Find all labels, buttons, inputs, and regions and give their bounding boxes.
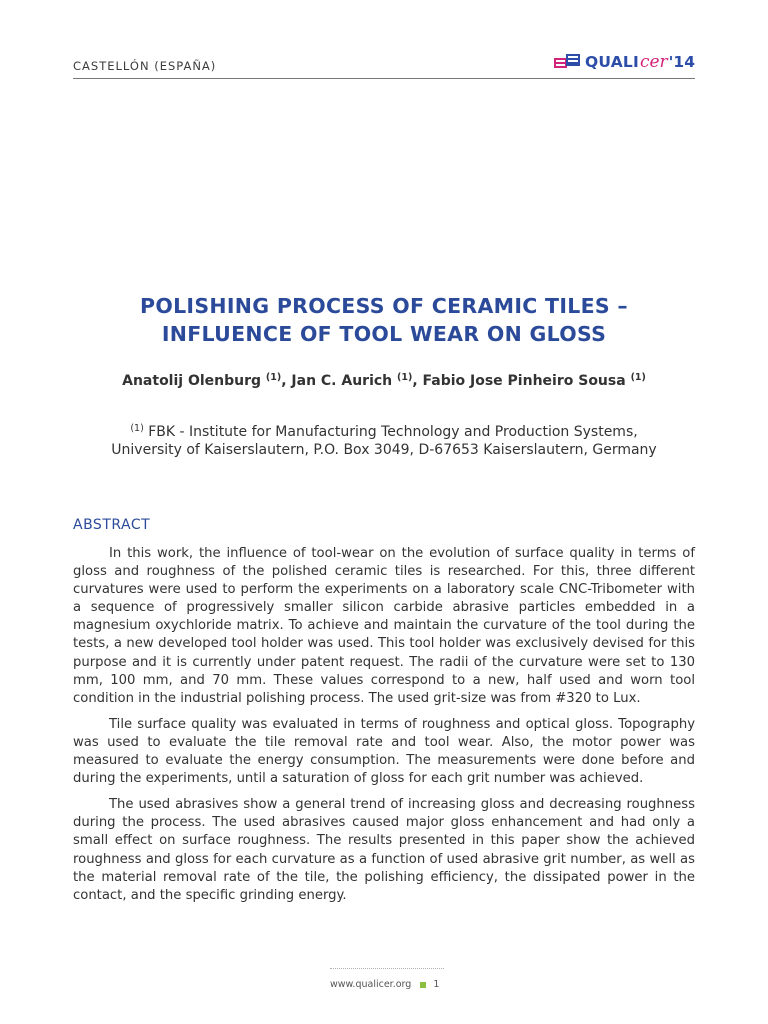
logo-text-year: '14: [668, 53, 695, 71]
page-footer: [330, 979, 439, 990]
abstract-paragraph: Tile surface quality was evaluated in terms of roughness and optical gloss. Topography was used to evaluate the tile removal rate and tool wear. Also, the motor power was measured to evaluate the energy consumption. The measurements were done before and during the experiments, until a saturation of gloss for each grit number was achieved.: [73, 716, 695, 787]
abstract-heading: ABSTRACT: [73, 517, 151, 533]
abstract-paragraph: In this work, the influence of tool-wear on the evolution of surface quality in terms of gloss and roughness of the polished ceramic tiles is researched. For this, three different curvatures were used to perform the experiments on a laboratory scale CNC-Tribometer with a sequence of progressively smaller silicon carbide abrasive particles embedded in a magnesium oxychloride matrix. To achieve and maintain the curvature of the tool during the tests, a new developed tool holder was used. This tool holder was exclusively devised for this purpose and it is currently under patent request. The radii of the curvature were set to 130 mm, 100 mm, and 70 mm. These values correspond to a new, half used and worn tool condition in the industrial polishing process. The used grit-size was from #320 to Lux.: [73, 546, 695, 706]
author-list: [40, 373, 728, 389]
affiliation-line-1: [40, 423, 728, 441]
title-line-2: INFLUENCE OF TOOL WEAR ON GLOSS: [161, 322, 607, 346]
logo-text-quali: QUALI: [585, 53, 639, 71]
author-affiliation-mark: (1): [630, 372, 646, 383]
title-line-1: POLISHING PROCESS OF CERAMIC TILES –: [140, 294, 628, 318]
author-name: Anatolij Olenburg: [122, 373, 262, 389]
author-name: Jan C. Aurich: [291, 373, 393, 389]
author-affiliation-mark: (1): [397, 372, 413, 383]
page-header: [73, 52, 695, 78]
header-location: CASTELLÓN (ESPAÑA): [73, 59, 217, 73]
affiliation: [40, 423, 728, 459]
author-separator: ,: [412, 373, 423, 389]
header-divider: [73, 78, 695, 79]
footer-url[interactable]: www.qualicer.org: [330, 979, 412, 990]
qualicer-logo-mark-icon: [554, 52, 582, 72]
affiliation-line-2: University of Kaiserslautern, P.O. Box 3049, D-67653 Kaiserslautern, Germany: [111, 442, 657, 458]
footer-dotted-rule: [330, 968, 444, 969]
footer-square-icon: [420, 982, 426, 988]
abstract-paragraph: The used abrasives show a general trend of increasing gloss and decreasing roughness during the process. The used abrasives caused major gloss enhancement and had only a small effect on surface roughness. The results presented in this paper show the achieved roughness and gloss for each curvature as a function of used abrasive grit number, as well as the material removal rate of the tile, the polishing efficiency, the dissipated power in the contact, and the specific grinding energy.: [73, 797, 695, 903]
affiliation-mark: (1): [130, 423, 144, 434]
author-name: Fabio Jose Pinheiro Sousa: [422, 373, 626, 389]
qualicer-logo: [554, 52, 695, 72]
affiliation-text-1: FBK - Institute for Manufacturing Technology and Production Systems,: [143, 424, 638, 440]
author-affiliation-mark: (1): [265, 372, 282, 383]
logo-text-cer: cer: [639, 52, 668, 72]
paper-title: [60, 292, 708, 348]
abstract-body: [73, 545, 695, 913]
author-separator: ,: [281, 373, 292, 389]
page-number: 1: [433, 979, 440, 990]
